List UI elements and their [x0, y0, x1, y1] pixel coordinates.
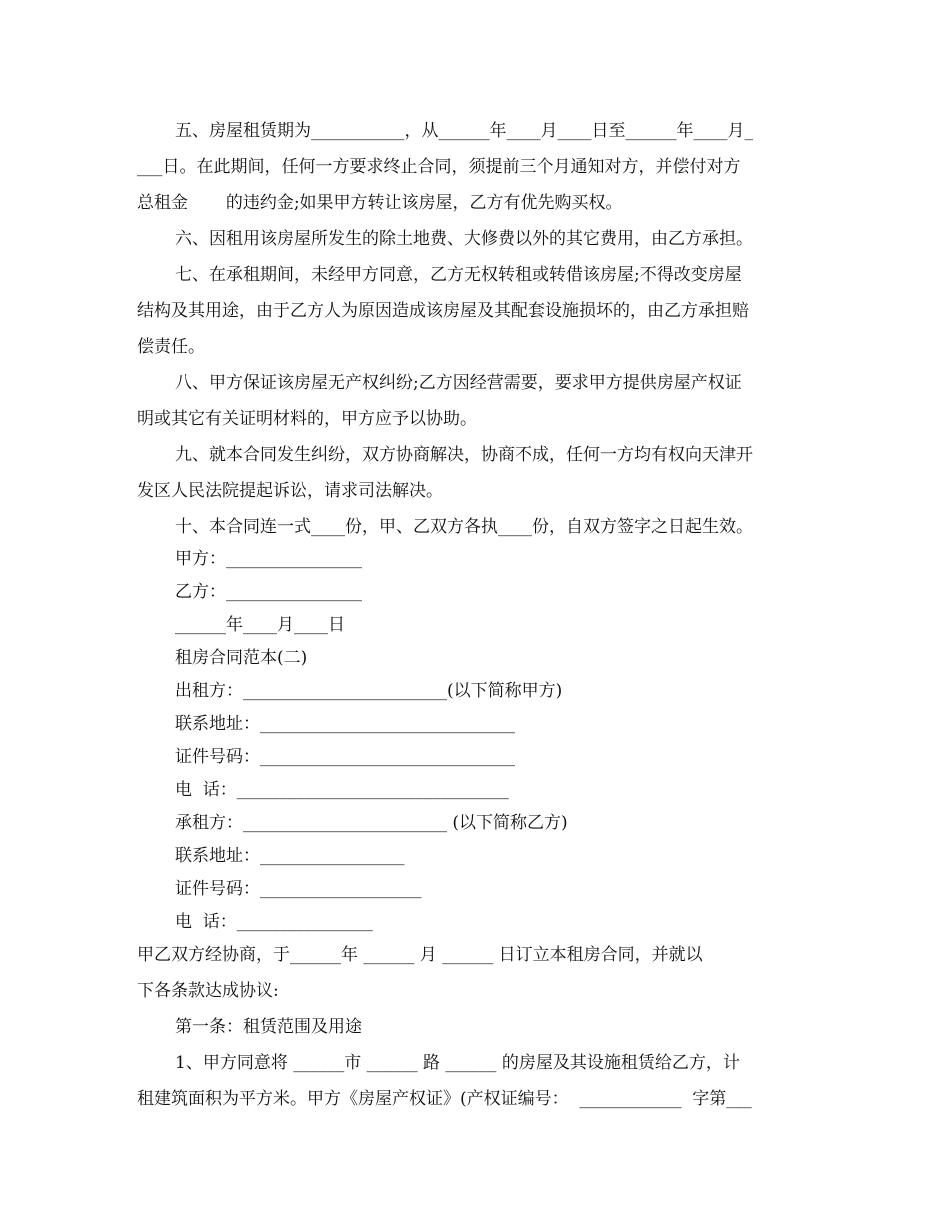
- party-b-signature-line: 乙方：________________: [175, 582, 362, 602]
- agreement-intro-line-2: 下各条款达成协议:: [137, 981, 279, 1001]
- agreement-intro-line-1: 甲乙双方经协商，于______年 ______ 月 ______ 日订立本租房合同，并就以: [137, 945, 703, 965]
- article-1-item-1-line-1: 1、甲方同意将 ______市 ______ 路 ______ 的房屋及其设施租赁给乙方，计: [175, 1053, 740, 1073]
- clause-7-line-1: 七、在承租期间，未经甲方同意，乙方无权转租或转借该房屋;不得改变房屋: [175, 265, 742, 285]
- clause-10: 十、本合同连一式____份，甲、乙双方各执____份，自双方签字之日起生效。: [175, 517, 753, 537]
- lessor-id-line: 证件号码：______________________________: [175, 747, 515, 767]
- article-1-item-1-line-2: 租建筑面积为平方米。甲方《房屋产权证》(产权证编号： ____________ 字第___: [137, 1089, 752, 1109]
- lessee-id-line: 证件号码：___________________: [175, 879, 422, 899]
- clause-9-line-1: 九、就本合同发生纠纷，双方协商解决，协商不成，任何一方均有权向天津开: [175, 445, 753, 465]
- party-a-signature-line: 甲方：________________: [175, 549, 362, 569]
- section-title: 租房合同范本(二): [175, 648, 308, 668]
- lessee-phone-line: 电 话：________________: [175, 912, 373, 932]
- clause-5-line-3: 总租金 的违约金;如果甲方转让该房屋，乙方有优先购买权。: [137, 193, 623, 213]
- clause-7-line-2: 结构及其用途，由于乙方人为原因造成该房屋及其配套设施损坏的，由乙方承担赔: [137, 301, 749, 321]
- article-1-heading: 第一条：租赁范围及用途: [175, 1017, 362, 1037]
- lessee-line: 承租方：________________________ (以下简称乙方): [175, 813, 568, 833]
- clause-8-line-1: 八、甲方保证该房屋无产权纠纷;乙方因经营需要，要求甲方提供房屋产权证: [175, 373, 742, 393]
- lessor-address-line: 联系地址：______________________________: [175, 714, 515, 734]
- lessor-phone-line: 电 话：________________________________: [175, 780, 509, 800]
- lessor-line: 出租方：________________________(以下简称甲方): [175, 681, 563, 701]
- signature-date-line: ______年____月____日: [175, 615, 345, 635]
- clause-5-line-1: 五、房屋租赁期为___________，从______年____月____日至______年____月_: [175, 121, 753, 141]
- clause-5-line-2: ___日。在此期间，任何一方要求终止合同，须提前三个月通知对方，并偿付对方: [137, 157, 741, 177]
- lessee-address-line: 联系地址：_________________: [175, 846, 405, 866]
- clause-6: 六、因租用该房屋所发生的除土地费、大修费以外的其它费用，由乙方承担。: [175, 229, 753, 249]
- clause-7-line-3: 偿责任。: [137, 337, 205, 357]
- clause-9-line-2: 发区人民法院提起诉讼，请求司法解决。: [137, 481, 443, 501]
- clause-8-line-2: 明或其它有关证明材料的，甲方应予以协助。: [137, 409, 477, 429]
